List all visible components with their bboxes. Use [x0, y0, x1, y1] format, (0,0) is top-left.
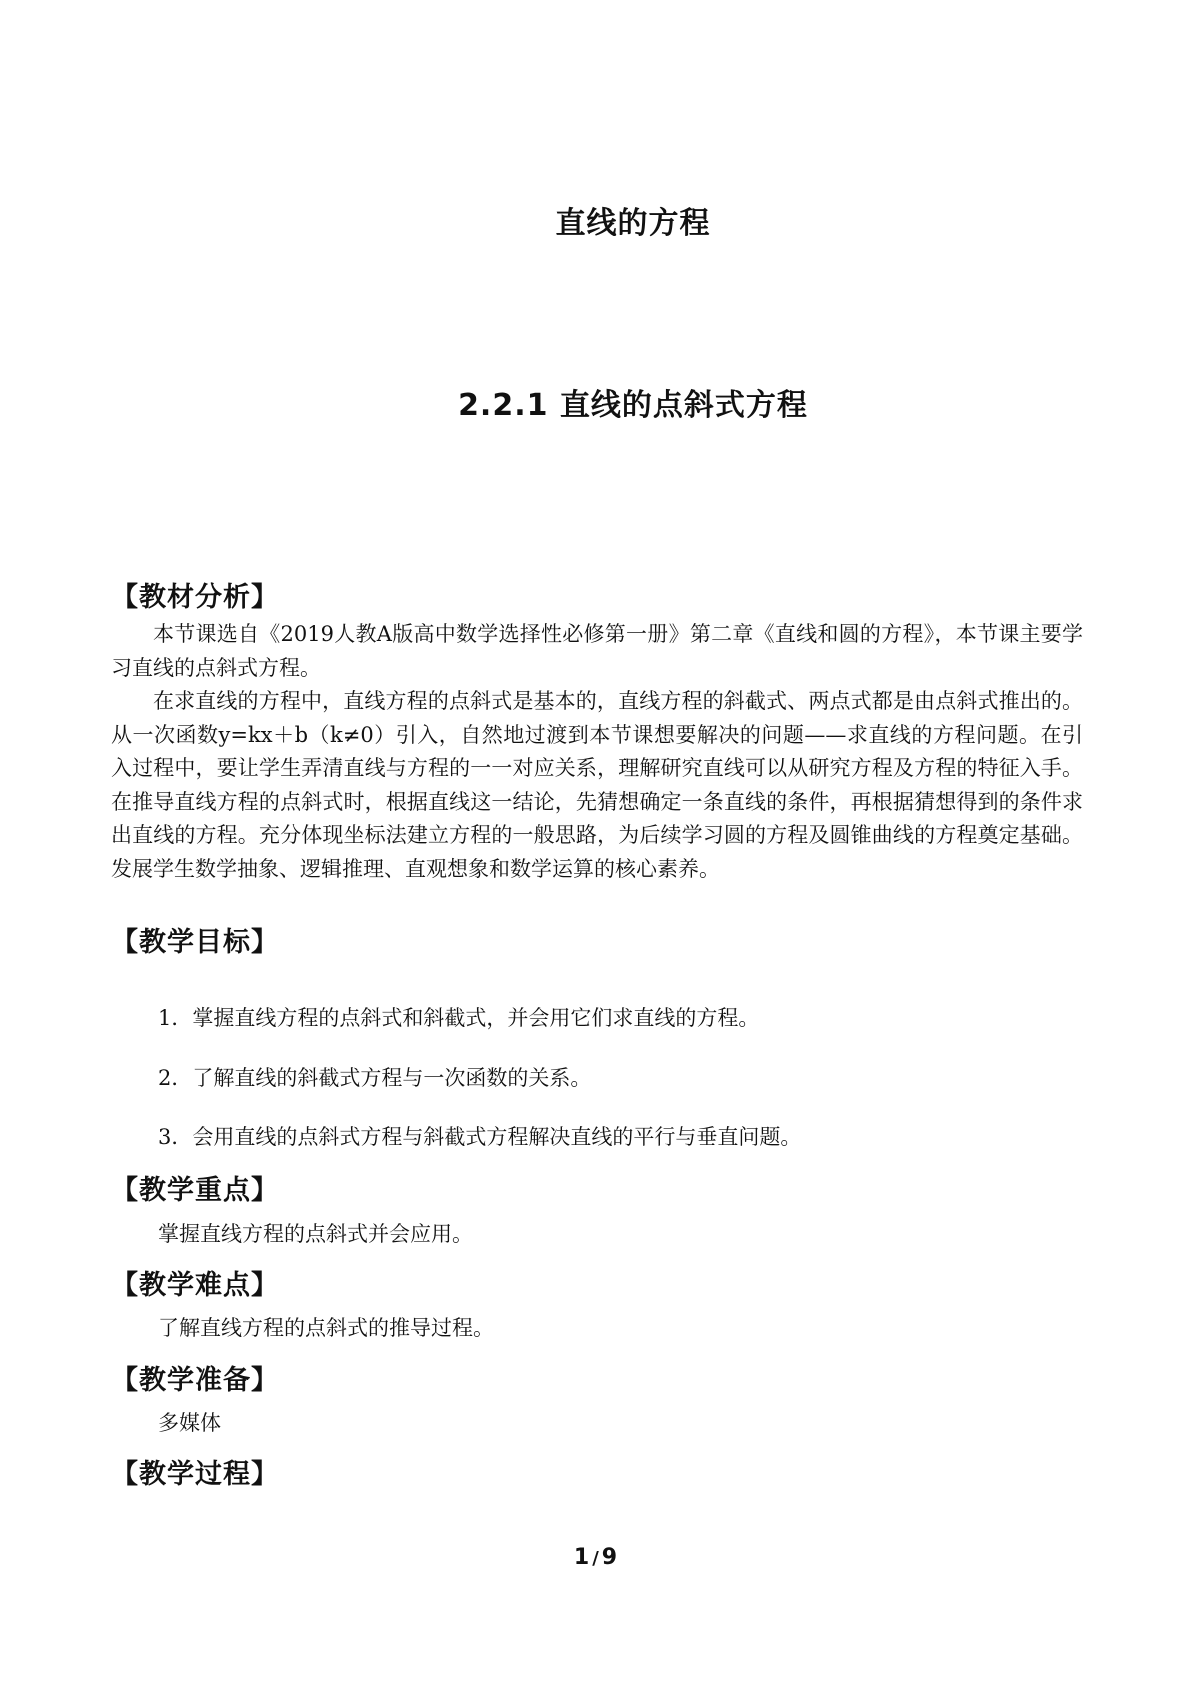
heading-objectives: 【教学目标】	[111, 927, 279, 958]
heading-difficulties: 【教学难点】	[111, 1270, 279, 1301]
document-title: 直线的方程	[555, 206, 711, 241]
heading-key-points: 【教学重点】	[111, 1175, 279, 1206]
analysis-body	[111, 618, 1083, 886]
page-number	[0, 1545, 1191, 1570]
page-total: 9	[601, 1545, 618, 1570]
analysis-paragraph-1: 本节课选自《2019人教A版高中数学选择性必修第一册》第二章《直线和圆的方程》，本节课主要学习直线的点斜式方程。	[111, 622, 1083, 680]
objective-item-1: 1．掌握直线方程的点斜式和斜截式，并会用它们求直线的方程。	[158, 1006, 760, 1030]
analysis-paragraph-2: 在求直线的方程中，直线方程的点斜式是基本的，直线方程的斜截式、两点式都是由点斜式推出的。从一次函数y=kx＋b（k≠0）引入，自然地过渡到本节课想要解决的问题——求直线的方程问题。在引入过程中，要让学生弄清直线与方程的一一对应关系，理解研究直线可以从研究方程及方程的特征入手。在推导直线方程的点斜式时，根据直线这一结论，先猜想确定一条直线的条件，再根据猜想得到的条件求出直线的方程。充分体现坐标法建立方程的一般思路，为后续学习圆的方程及圆锥曲线的方程奠定基础。发展学生数学抽象、逻辑推理、直观想象和数学运算的核心素养。	[111, 689, 1083, 881]
heading-preparation: 【教学准备】	[111, 1365, 279, 1396]
page-separator: /	[592, 1548, 599, 1569]
preparation-text: 多媒体	[158, 1411, 221, 1435]
difficulties-text: 了解直线方程的点斜式的推导过程。	[158, 1316, 494, 1340]
section-subtitle: 2.2.1 直线的点斜式方程	[458, 388, 808, 423]
heading-process: 【教学过程】	[111, 1459, 279, 1490]
key-points-text: 掌握直线方程的点斜式并会应用。	[158, 1222, 473, 1246]
objective-item-2: 2．了解直线的斜截式方程与一次函数的关系。	[158, 1066, 592, 1090]
heading-analysis: 【教材分析】	[111, 582, 279, 613]
page-current: 1	[573, 1545, 590, 1570]
objective-item-3: 3．会用直线的点斜式方程与斜截式方程解决直线的平行与垂直问题。	[158, 1125, 802, 1149]
